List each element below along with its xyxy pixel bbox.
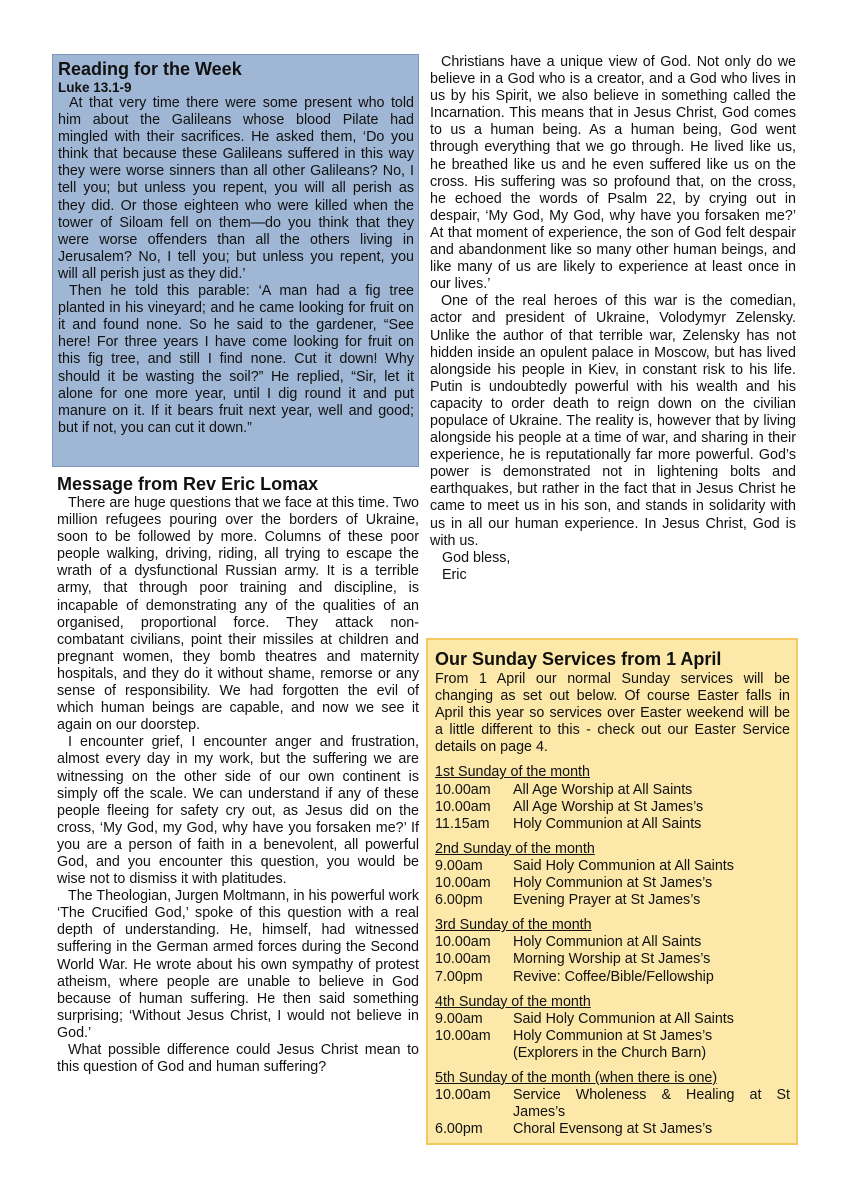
service-time: 6.00pm [435,1121,483,1138]
service-time: 9.00am [435,1010,483,1027]
service-row [435,934,790,951]
service-row [435,858,790,875]
service-desc: Holy Communion at All Saints [513,815,702,832]
service-desc: Evening Prayer at St James’s [513,892,701,909]
message-paragraph: The Theologian, Jurgen Moltmann, in his powerful work ‘The Crucified God,’ spoke of this question with a real depth of understanding. He, himself, had witnessed suffering in the German armed forces during the Second World War. He wrote about his own sympathy of protest atheism, where people are unable to believe in God because of human suffering. He then said something surprising; ‘Without Jesus Christ, I would not believe in God.’ [57,888,419,1041]
message-title: Message from Rev Eric Lomax [57,474,319,494]
service-desc: Said Holy Communion at All Saints [513,1010,734,1027]
message-paragraph: There are huge questions that we face at this time. Two million refugees pouring over the borders of Ukraine, soon to be followed by more. Columns of these poor people walking, driving, riding, all trying to escape the wrath of a dysfunctional Russian army. It is a terrible army, that through poor training and discipline, is incapable of demonstrating any of the qualities of an organised, proportional force. They attack non-combatant civilians, point their missiles at children and pregnant women, they bomb theatres and maternity hospitals, and they do it without shame, remorse or any sense of responsibility. We had forgotten the evil of which human beings are capable, and now we see it again on our doorstep. [57,495,419,734]
service-group-heading: 4th Sunday of the month [435,993,591,1010]
message-paragraph: Christians have a unique view of God. Not only do we believe in a God who is a creator, and a God who lives in us by his Spirit, we also believe in something called the Incarnation. This means that in Jesus Christ, God comes to us a human being. As a human being, God went through everything that we go through. He lived like us, he breathed like us and he even suffered like us on the cross. His suffering was so profound that, on the cross, he echoed the words of Psalm 22, by crying out in despair, ‘My God, My God, why have you forsaken me?’ At that moment of experience, the son of God felt despair and abandonment like so many other human beings, and like many of us are likely to experience at least once in our lives.’ [430,54,796,293]
service-row [435,892,790,909]
service-group-heading: 2nd Sunday of the month [435,840,595,857]
service-desc: All Age Worship at St James’s [513,798,704,815]
service-desc: Choral Evensong at St James’s [513,1121,713,1138]
service-desc: Holy Communion at All Saints [513,934,702,951]
service-group [435,841,790,909]
service-time: 7.00pm [435,968,483,985]
service-row [435,969,790,986]
reading-box [52,54,419,467]
signature: Eric [442,566,467,583]
service-row [435,1121,790,1138]
service-group-heading: 3rd Sunday of the month [435,917,592,934]
reading-title: Reading for the Week [58,59,242,79]
service-group [435,994,790,1062]
service-row [435,799,790,816]
service-time: 9.00am [435,857,483,874]
services-box [426,638,798,1145]
service-group [435,1070,790,1138]
reading-paragraph: At that very time there were some present who told him about the Galileans whose blood Pilate had mingled with their sacrifices. He asked them, ‘Do you think that because these Galileans suffered in this way they were worse sinners than all other Galileans? No, I tell you; but unless you repent, you will all perish as they did. Or those eighteen who were killed when the tower of Siloam fell on them—do you think that they were worse offenders than all the others living in Jerusalem? No, I tell you; but unless you repent, you will all perish just as they did.’ [58,95,414,282]
service-time [435,1045,513,1062]
service-row [435,1045,790,1062]
services-title: Our Sunday Services from 1 April [435,649,722,669]
service-row [435,875,790,892]
service-desc: Service Wholeness & Healing at St James’s [513,1087,790,1121]
service-row [435,951,790,968]
service-time: 10.00am [435,1027,491,1044]
reading-reference: Luke 13.1-9 [58,80,132,95]
service-time: 10.00am [435,1087,491,1104]
service-desc: Morning Worship at St James’s [513,951,711,968]
service-row [435,1028,790,1045]
service-desc: Said Holy Communion at All Saints [513,857,734,874]
signoff: God bless, [442,549,511,566]
service-time: 10.00am [435,875,491,892]
service-group [435,764,790,832]
message-paragraph: What possible difference could Jesus Christ mean to this question of God and human suffering? [57,1042,419,1076]
message-paragraph: One of the real heroes of this war is the comedian, actor and president of Ukraine, Volodymyr Zelensky. Unlike the author of that terrible war, Zelensky has not hidden inside an opulent palace in Moscow, but has lived alongside his people in Kiev, in constant risk to his life. Putin is undoubtedly powerful with his wealth and his capacity to order death to reign down on the civilian populace of Ukraine. The reality is, however that by living alongside his people at a time of war, and sharing in their experience, he is reputationally far more powerful. God’s power is demonstrated not in lightening bolts and earthquakes, but rather in the fact that in Jesus Christ he came to meet us in his son, and stands in solidarity with us in all our human experience. In Jesus Christ, God is with us. [430,293,796,549]
service-time: 10.00am [435,781,491,798]
service-row [435,1011,790,1028]
service-row [435,782,790,799]
services-intro: From 1 April our normal Sunday services will be changing as set out below. Of course Easter falls in April this year so services over Easter weekend will be a little different to this - check out our Easter Service details on page 4. [435,671,790,756]
service-time: 11.15am [435,815,490,832]
message-paragraph: I encounter grief, I encounter anger and frustration, almost every day in my work, but the suffering we are witnessing on the other side of our own continent is simply off the scale. We can understand if any of these people fleeing for safety cry out, as Jesus did on the cross, ‘My God, my God, why have you forsaken me?’ If you are a person of faith in a benevolent, all powerful God, and you encounter this question, you would be wise not to dismiss it with platitudes. [57,734,419,888]
service-desc: Holy Communion at St James’s [513,1027,713,1044]
service-desc: Revive: Coffee/Bible/Fellowship [513,968,714,985]
service-time: 10.00am [435,934,491,951]
service-desc: Holy Communion at St James’s [513,875,713,892]
service-time: 10.00am [435,798,491,815]
service-group [435,917,790,985]
right-column [430,54,796,584]
service-row [435,816,790,833]
service-desc: All Age Worship at All Saints [513,781,693,798]
service-row [435,1087,790,1121]
left-column [52,54,419,1076]
message-body [52,495,419,1076]
service-time: 10.00am [435,951,491,968]
reading-paragraph: Then he told this parable: ‘A man had a fig tree planted in his vineyard; and he came looking for fruit on it and found none. So he said to the gardener, “See here! For three years I have come looking for fruit on this fig tree, and still I find none. Cut it down! Why should it be wasting the soil?” He replied, “Sir, let it alone for one more year, until I dig round it and put manure on it. If it bears fruit next year, well and good; but if not, you can cut it down.” [58,283,414,436]
service-group-heading: 1st Sunday of the month [435,764,590,781]
service-desc: (Explorers in the Church Barn) [513,1044,707,1061]
service-time: 6.00pm [435,892,483,909]
service-group-heading: 5th Sunday of the month (when there is one) [435,1069,718,1086]
